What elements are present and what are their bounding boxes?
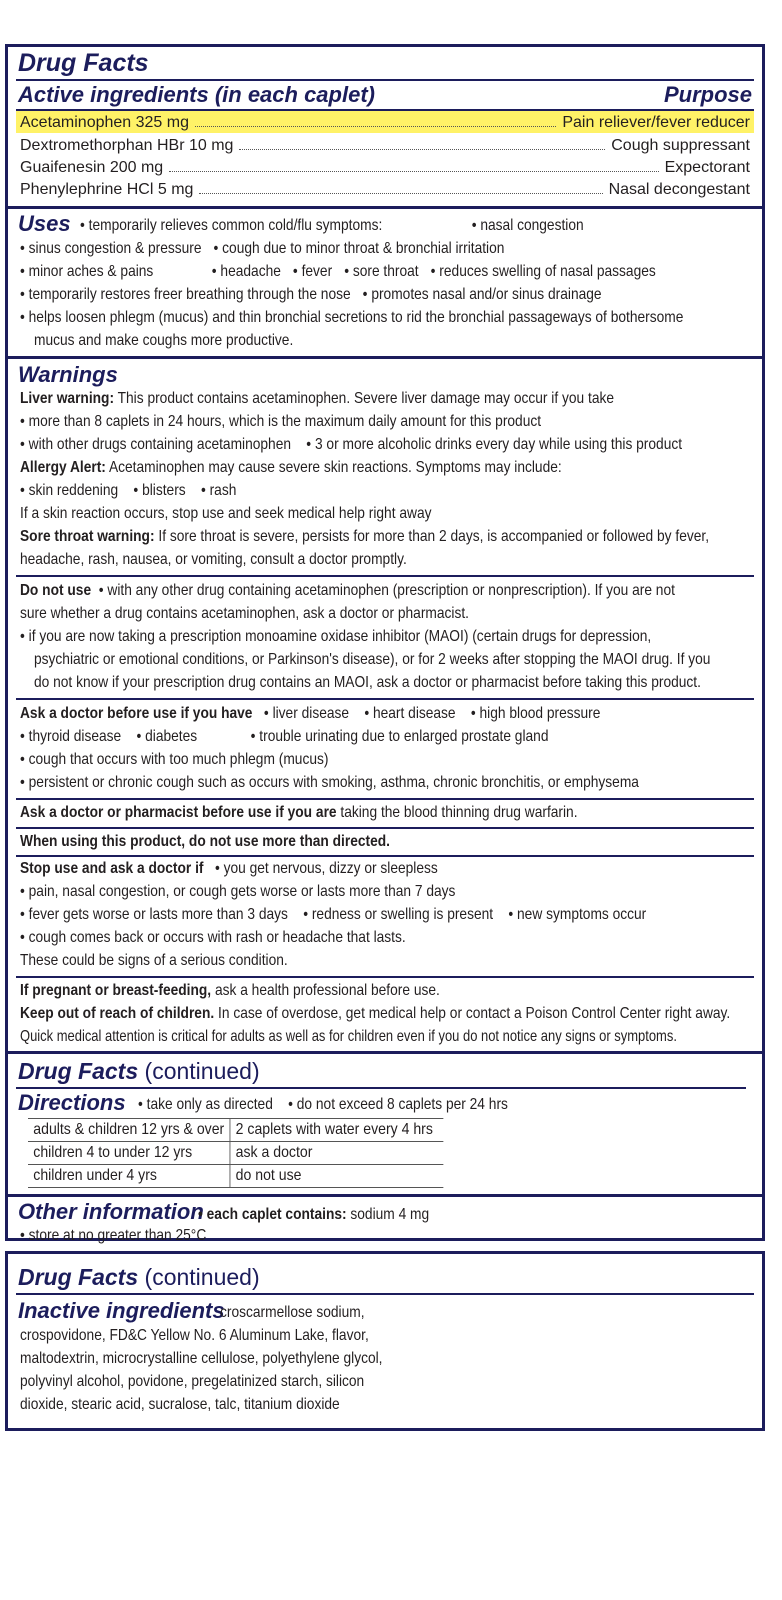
directions-table xyxy=(28,1118,443,1188)
active-ingredients-heading: Active ingredients (in each caplet) xyxy=(18,82,375,107)
uses-line xyxy=(20,238,648,260)
keep-out-label: Keep out of reach of children. xyxy=(20,1005,215,1022)
ingredient-row xyxy=(20,157,750,178)
ingredient-row xyxy=(20,179,750,200)
ingredient-purpose: Pain reliever/fever reducer xyxy=(562,114,750,131)
do-not-use-text: • if you are now taking a prescription monoamine oxidase inhibitor (MAOI) (certain drugs for depression, xyxy=(20,628,652,645)
liver-warning-label: Liver warning: xyxy=(20,390,115,407)
ingredient-name: Acetaminophen 325 mg xyxy=(20,114,189,131)
drug-facts-title: Drug Facts xyxy=(18,1058,139,1084)
ask-doctor-text: • thyroid disease • diabetes • trouble urinating due to enlarged prostate gland xyxy=(20,728,549,745)
storage-text: • store at no greater than 25°C xyxy=(20,1227,207,1244)
allergy-label: Allergy Alert: xyxy=(20,459,106,476)
when-using-label: When using this product, do not use more than directed. xyxy=(20,833,391,850)
stop-use-label: Stop use and ask a doctor if xyxy=(20,860,204,877)
do-not-use-text: psychiatric or emotional conditions, or Parkinson's disease), or for 2 weeks after stopping the MAOI drug. If you xyxy=(34,651,711,668)
divider xyxy=(16,1293,754,1295)
sore-throat-text: headache, rash, nausea, or vomiting, consult a doctor promptly. xyxy=(20,551,407,568)
do-not-use-text: do not know if your prescription drug contains an MAOI, ask a doctor or pharmacist before taking this product. xyxy=(34,674,701,691)
ask-doctor-text: • persistent or chronic cough such as occurs with smoking, asthma, chronic bronchitis, or emphysema xyxy=(20,774,639,791)
section-divider xyxy=(8,356,762,359)
allergy-bullets: • skin reddening • blisters • rash xyxy=(20,482,237,499)
stop-use-text: • you get nervous, dizzy or sleepless xyxy=(203,860,438,877)
use-item: • reduces swelling of nasal passages xyxy=(430,263,656,280)
divider xyxy=(16,1087,746,1089)
divider xyxy=(16,575,754,577)
table-row xyxy=(28,1165,443,1188)
ingredient-purpose: Nasal decongestant xyxy=(608,181,750,198)
keep-out-of-reach xyxy=(20,1003,731,1025)
uses-line xyxy=(20,307,684,329)
table-cell-age: adults & children 12 yrs & over xyxy=(28,1119,230,1142)
other-info-label: • each caplet contains: xyxy=(198,1206,347,1223)
drug-facts-title: Drug Facts xyxy=(18,1264,139,1290)
use-item: • cough due to minor throat & bronchial irritation xyxy=(213,240,505,257)
liver-bullet: • more than 8 caplets in 24 hours, which is the maximum daily amount for this product xyxy=(20,413,542,430)
stop-use xyxy=(20,858,648,880)
leader-dots xyxy=(169,171,658,172)
pregnancy-warning xyxy=(20,980,648,1002)
other-information-heading: Other information xyxy=(18,1199,204,1224)
sore-throat-text: If sore throat is severe, persists for more than 2 days, is accompanied or followed by fever, xyxy=(154,528,710,545)
directions-bullets: • take only as directed • do not exceed 8 caplets per 24 hrs xyxy=(138,1096,508,1113)
section-divider xyxy=(8,206,762,209)
use-item: • sore throat xyxy=(344,263,419,280)
table-cell-dose: do not use xyxy=(230,1165,443,1188)
directions-heading: Directions xyxy=(18,1090,126,1115)
table-cell-dose: 2 caplets with water every 4 hrs xyxy=(230,1119,443,1142)
stop-use-text: • pain, nasal congestion, or cough gets worse or lasts more than 7 days xyxy=(20,883,456,900)
continued-label: (continued) xyxy=(138,1058,260,1084)
do-not-use-text: • with any other drug containing acetaminophen (prescription or nonprescription). If you are not xyxy=(91,582,675,599)
drug-facts-title: Drug Facts xyxy=(18,49,149,77)
ask-doctor-text: • liver disease • heart disease • high blood pressure xyxy=(252,705,601,722)
do-not-use-label: Do not use xyxy=(20,582,92,599)
leader-dots xyxy=(195,126,556,127)
ingredient-purpose: Expectorant xyxy=(664,159,750,176)
inactive-ingredients-text: croscarmellose sodium, xyxy=(220,1304,365,1321)
sore-throat-label: Sore throat warning: xyxy=(20,528,155,545)
pregnancy-text: ask a health professional before use. xyxy=(211,982,440,999)
ask-doctor xyxy=(20,703,648,725)
sore-throat-warning xyxy=(20,526,710,548)
ingredient-name: Phenylephrine HCl 5 mg xyxy=(20,181,194,198)
when-using xyxy=(20,831,648,853)
stop-use-text: • cough comes back or occurs with rash or headache that lasts. xyxy=(20,929,406,946)
liver-bullet: • with other drugs containing acetaminophen • 3 or more alcoholic drinks every day while using this product xyxy=(20,436,683,453)
ingredient-row xyxy=(20,112,750,133)
ask-pharmacist-label: Ask a doctor or pharmacist before use if you are xyxy=(20,804,337,821)
leader-dots xyxy=(239,149,605,150)
other-info-value: sodium 4 mg xyxy=(346,1206,430,1223)
divider xyxy=(16,976,754,978)
do-not-use-text: sure whether a drug contains acetaminophen, ask a doctor or pharmacist. xyxy=(20,605,469,622)
ingredient-name: Dextromethorphan HBr 10 mg xyxy=(20,137,234,154)
table-cell-age: children under 4 yrs xyxy=(28,1165,230,1188)
stop-use-text: • fever gets worse or lasts more than 3 days • redness or swelling is present • new symptoms occur xyxy=(20,906,647,923)
ingredient-row xyxy=(20,135,750,156)
continued-label: (continued) xyxy=(138,1264,260,1290)
drug-facts-panel-main xyxy=(5,44,765,1054)
allergy-alert xyxy=(20,457,648,479)
drug-facts-panel-continued xyxy=(5,1051,765,1244)
table-row xyxy=(28,1142,443,1165)
skin-reaction-text: If a skin reaction occurs, stop use and seek medical help right away xyxy=(20,505,432,522)
ask-doctor-label: Ask a doctor before use if you have xyxy=(20,705,253,722)
drug-facts-panel-inactive xyxy=(5,1251,765,1431)
table-row xyxy=(28,1119,443,1142)
use-item: • fever xyxy=(292,263,333,280)
liver-warning xyxy=(20,388,648,410)
inactive-ingredients-heading: Inactive ingredients xyxy=(18,1298,225,1323)
ask-pharmacist-text: taking the blood thinning drug warfarin. xyxy=(336,804,578,821)
use-item: mucus and make coughs more productive. xyxy=(34,332,294,349)
use-item: • nasal congestion xyxy=(471,217,584,234)
use-item: • helps loosen phlegm (mucus) and thin bronchial secretions to rid the bronchial passageways of bothersome xyxy=(20,309,684,326)
quick-attention-text: Quick medical attention is critical for adults as well as for children even if you do not notice any signs or symptoms. xyxy=(20,1028,677,1045)
ask-doctor-text: • cough that occurs with too much phlegm (mucus) xyxy=(20,751,329,768)
continued-title xyxy=(18,1056,260,1086)
continued-title xyxy=(18,1262,260,1292)
table-cell-age: children 4 to under 12 yrs xyxy=(28,1142,230,1165)
use-item: • temporarily relieves common cold/flu symptoms: xyxy=(80,217,383,234)
use-item: • sinus congestion & pressure xyxy=(20,240,202,257)
stop-use-text: These could be signs of a serious condition. xyxy=(20,952,288,969)
uses-line xyxy=(34,330,650,352)
ingredient-name: Guaifenesin 200 mg xyxy=(20,159,164,176)
use-item: • promotes nasal and/or sinus drainage xyxy=(362,286,602,303)
uses-line xyxy=(80,215,656,237)
do-not-use xyxy=(20,580,675,602)
allergy-text: Acetaminophen may cause severe skin reactions. Symptoms may include: xyxy=(105,459,562,476)
uses-heading: Uses xyxy=(18,211,71,236)
divider xyxy=(16,855,754,857)
inactive-ingredients-text: crospovidone, FD&C Yellow No. 6 Aluminum Lake, flavor, xyxy=(20,1327,369,1344)
inactive-ingredients-text: polyvinyl alcohol, povidone, pregelatinized starch, silicon xyxy=(20,1373,365,1390)
warnings-heading: Warnings xyxy=(18,362,118,387)
ask-pharmacist xyxy=(20,802,648,824)
leader-dots xyxy=(199,193,602,194)
uses-line xyxy=(20,284,648,306)
ingredient-purpose: Cough suppressant xyxy=(611,137,750,154)
inactive-ingredients-text: dioxide, stearic acid, sucralose, talc, titanium dioxide xyxy=(20,1396,340,1413)
section-divider xyxy=(8,1194,762,1197)
uses-line xyxy=(20,261,656,283)
liver-warning-text: This product contains acetaminophen. Severe liver damage may occur if you take xyxy=(114,390,615,407)
use-item: • temporarily restores freer breathing through the nose xyxy=(20,286,351,303)
inactive-ingredients-text: maltodextrin, microcrystalline cellulose, polyethylene glycol, xyxy=(20,1350,383,1367)
divider xyxy=(16,698,754,700)
keep-out-text: In case of overdose, get medical help or contact a Poison Control Center right away. xyxy=(214,1005,731,1022)
divider xyxy=(16,827,754,829)
use-item: • minor aches & pains xyxy=(20,263,154,280)
table-cell-dose: ask a doctor xyxy=(230,1142,443,1165)
other-information-text xyxy=(198,1204,673,1226)
use-item: • headache xyxy=(211,263,281,280)
divider xyxy=(16,798,754,800)
pregnancy-label: If pregnant or breast-feeding, xyxy=(20,982,212,999)
purpose-heading: Purpose xyxy=(663,82,752,107)
